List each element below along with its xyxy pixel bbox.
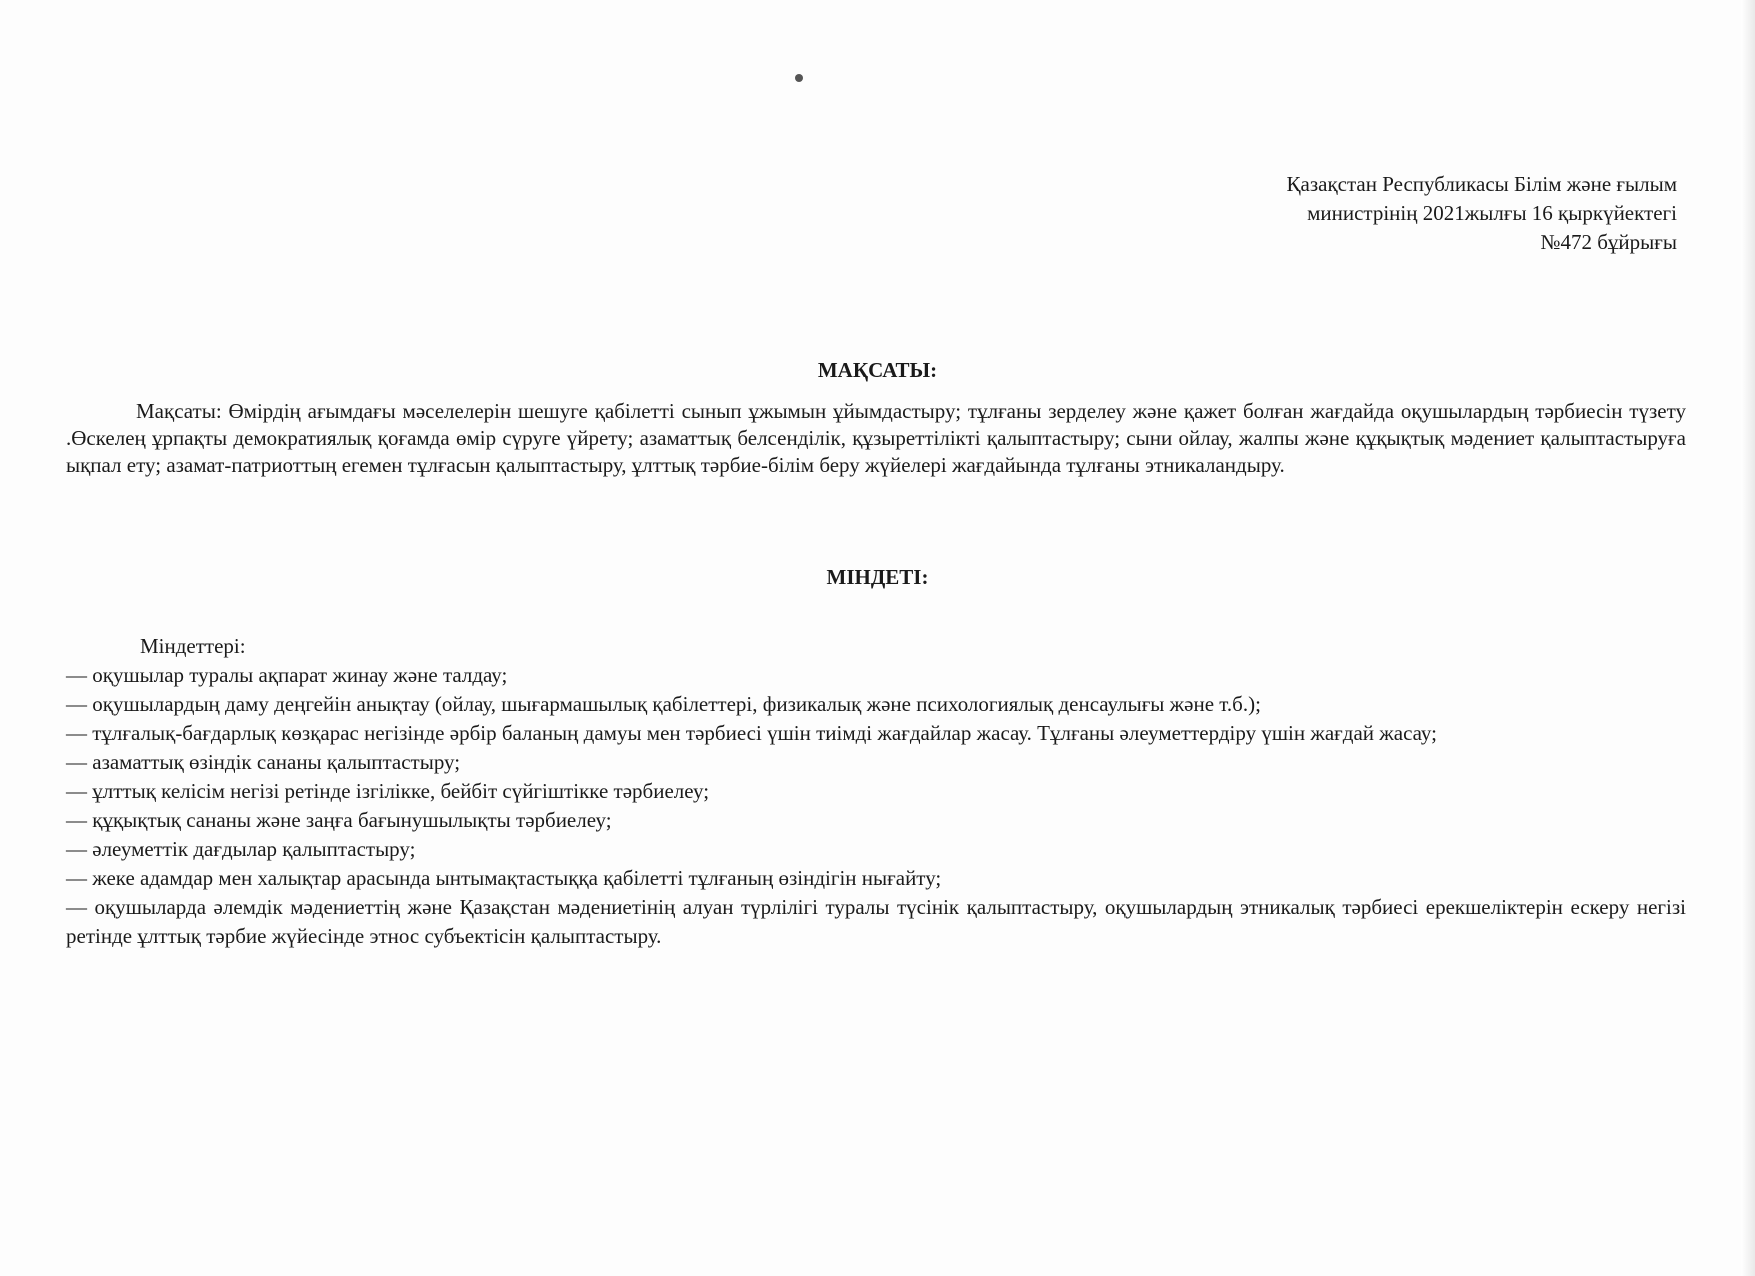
- order-reference: [1287, 170, 1678, 257]
- goal-paragraph: Мақсаты: Өмірдің ағымдағы мәселелерін шешуге қабілетті сынып ұжымын ұйымдастыру; тұлғаны зерделеу және қажет болған жағдайда оқушылардың тәрбиесін түзету .Өскелең ұрпақты демократиялық қоғамда өмір сүруге үйрету; азаматтық белсенділік, құзыреттілікті қалыптастыру; сыни ойлау, жалпы және құқықтық мәдениет қалыптастыруға ықпал ету; азамат-патриоттың егемен тұлғасын қалыптастыру, ұлттық тәрбие-білім беру жүйелері жағдайында тұлғаны этникаландыру.: [66, 399, 1686, 477]
- order-reference-line-3: №472 бұйрығы: [1540, 230, 1677, 254]
- task-item: — тұлғалық-бағдарлық көзқарас негізінде әрбір баланың дамуы мен тәрбиесі үшін тиімді жағдайлар жасау. Тұлғаны әлеуметтердіру үшін жағдай жасау;: [66, 721, 1437, 745]
- tasks-block: [66, 632, 1686, 951]
- task-item: — жеке адамдар мен халықтар арасында ынтымақтастыққа қабілетті тұлғаның өзіндігін нығайту;: [66, 866, 942, 890]
- order-reference-line-2: министрінің 2021жылғы 16 қыркүйектегі: [1307, 201, 1677, 225]
- order-reference-line-1: Қазақстан Республикасы Білім және ғылым: [1286, 172, 1677, 196]
- task-item: — оқушыларда әлемдік мәдениеттің және Қазақстан мәдениетінің алуан түрлілігі туралы түсінік қалыптастыру, оқушылардың этникалық тәрбиесі ерекшеліктерін ескеру негізі ретінде ұлттық тәрбие жүйесінде этнос субъектісін қалыптастыру.: [66, 895, 1686, 948]
- task-item: — құқықтық сананы және заңға бағынушылықты тәрбиелеу;: [66, 808, 612, 832]
- task-item: — азаматтық өзіндік сананы қалыптастыру;: [66, 750, 461, 774]
- scan-speck: [795, 74, 803, 82]
- task-item: — ұлттық келісім негізі ретінде ізгілікке, бейбіт сүйгіштікке тәрбиелеу;: [66, 779, 710, 803]
- goal-heading: МАҚСАТЫ:: [817, 358, 938, 382]
- tasks-intro: Міндеттері:: [140, 634, 246, 658]
- page-edge-shadow: [1741, 0, 1755, 1276]
- task-item: — әлеуметтік дағдылар қалыптастыру;: [66, 837, 416, 861]
- task-item: — оқушылардың даму деңгейін анықтау (ойлау, шығармашылық қабілеттері, физикалық және психологиялық денсаулығы және т.б.);: [66, 692, 1261, 716]
- task-item: — оқушылар туралы ақпарат жинау және талдау;: [66, 663, 508, 687]
- task-list: [66, 661, 1686, 951]
- tasks-heading: МІНДЕТІ:: [826, 565, 929, 589]
